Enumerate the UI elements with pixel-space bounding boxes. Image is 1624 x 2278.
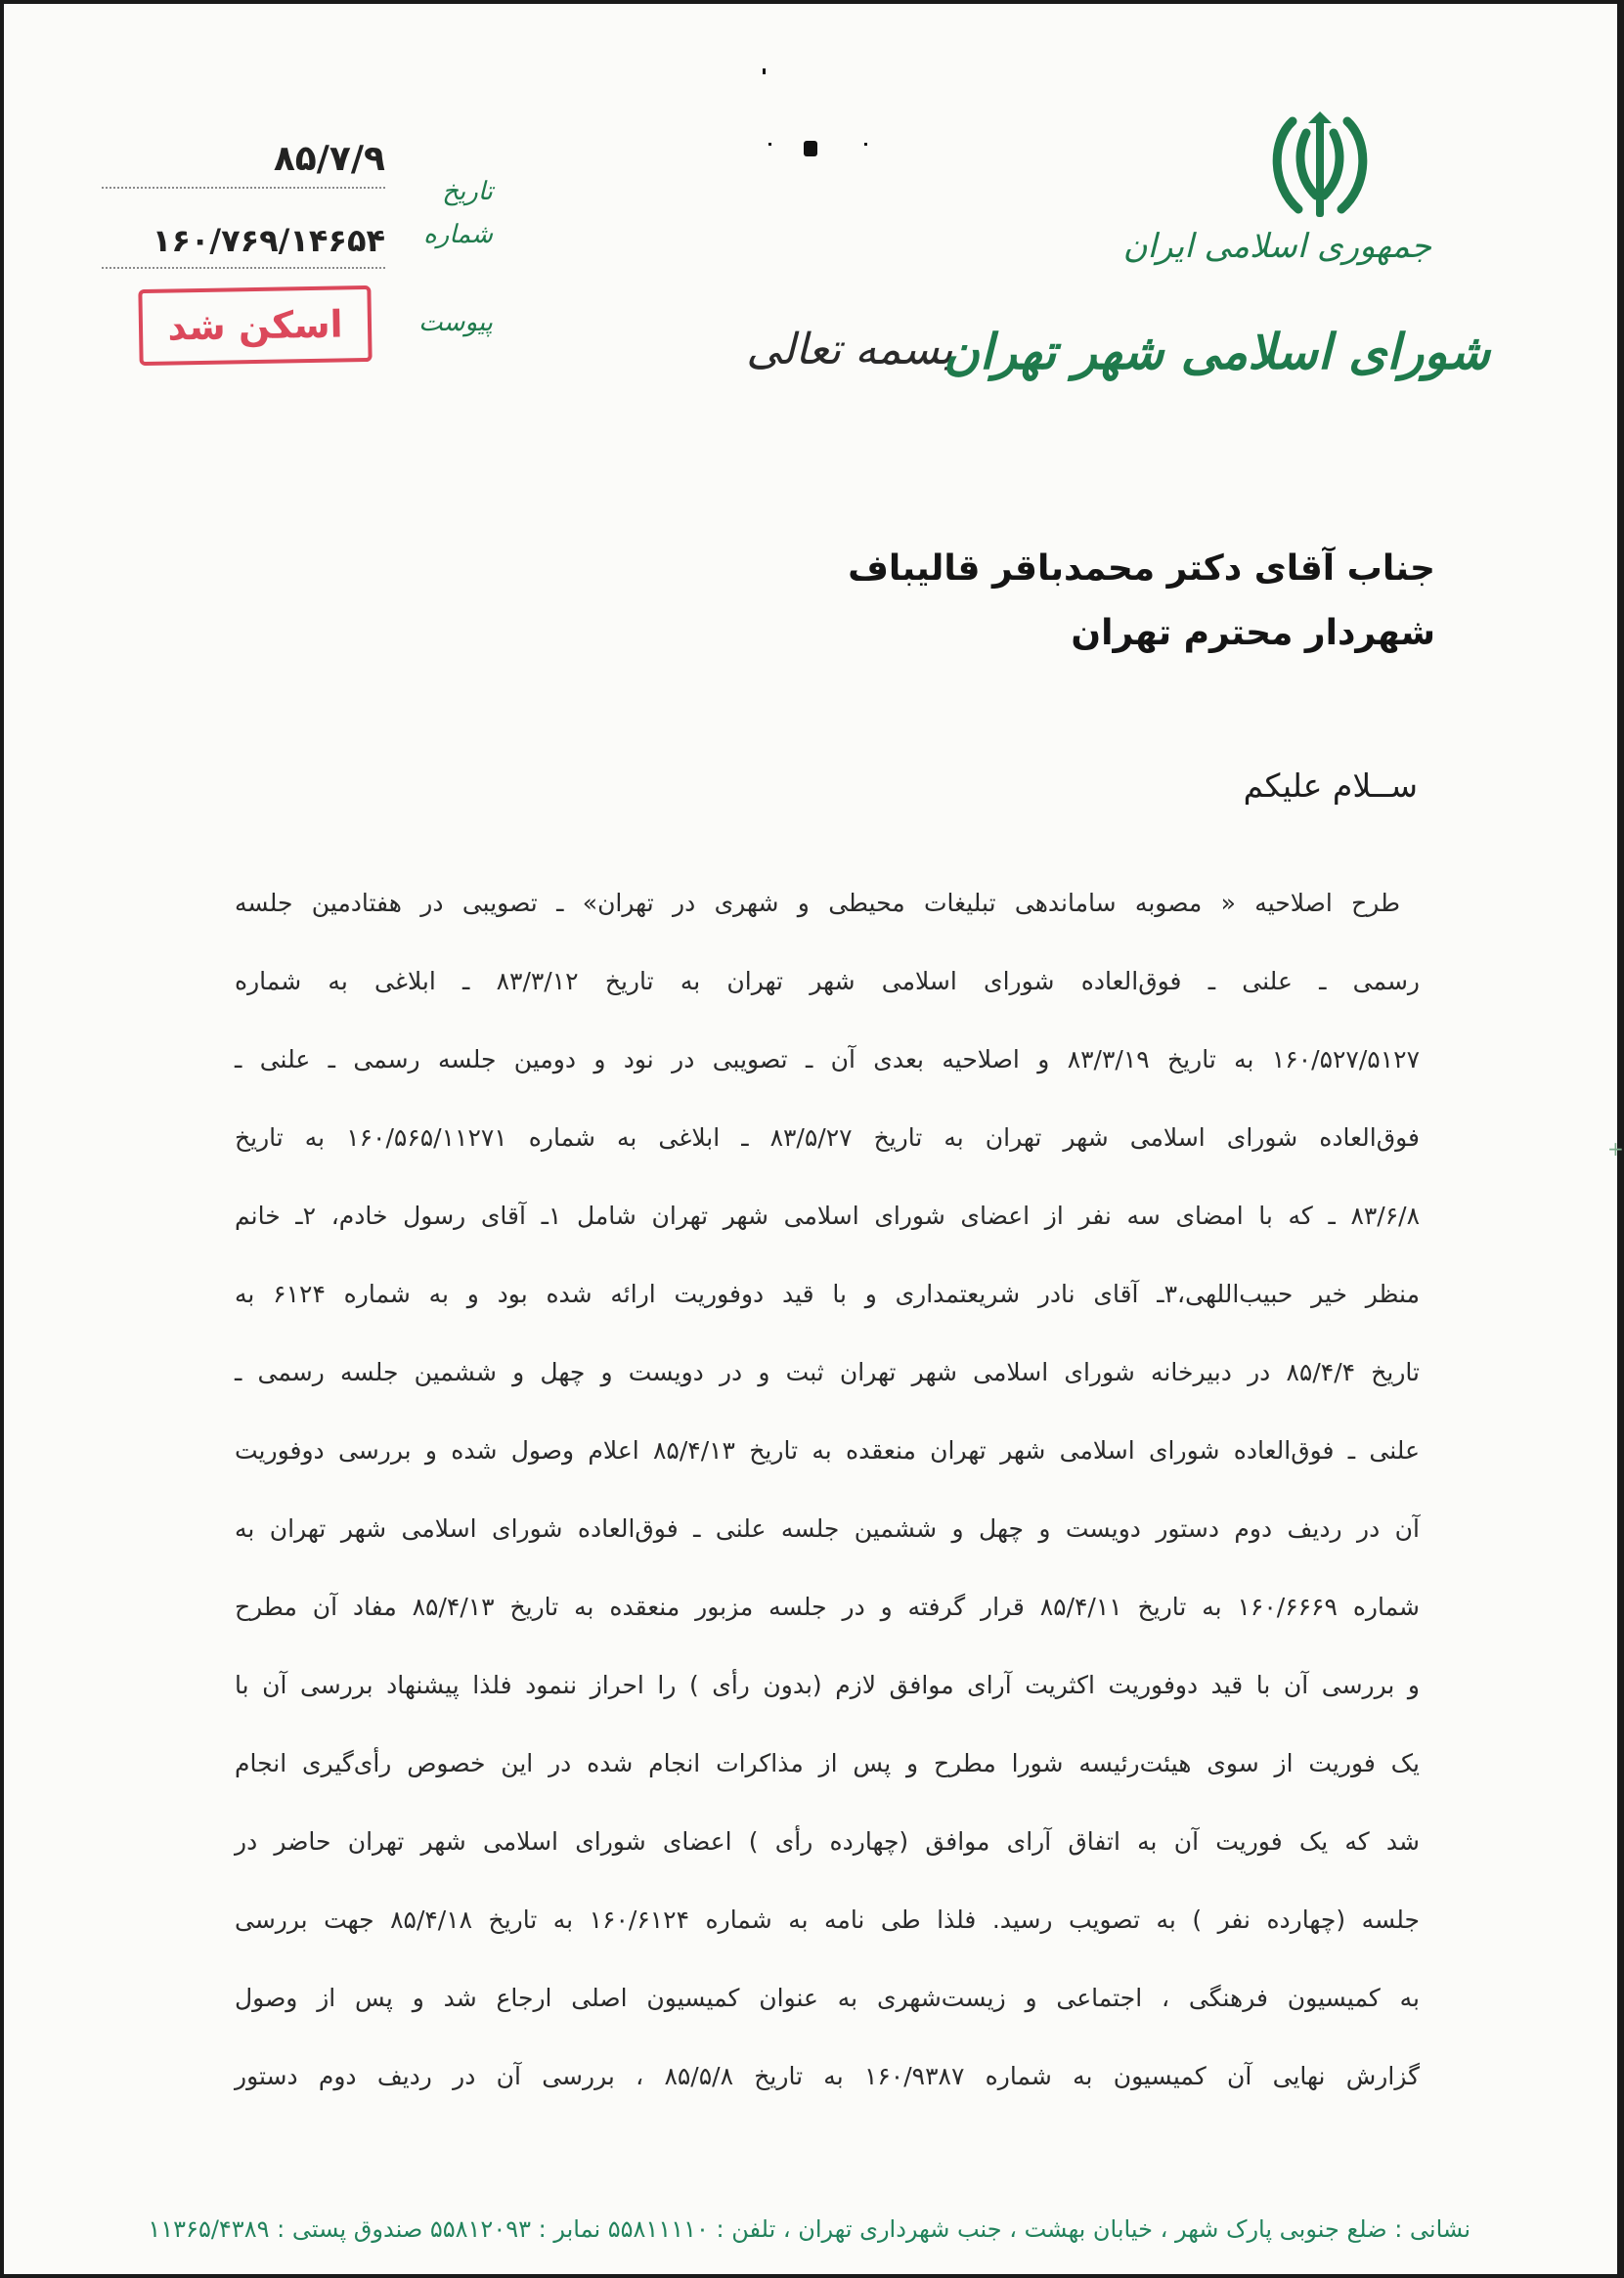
invocation: بسمه تعالی: [746, 325, 953, 374]
ink-speck: [864, 143, 867, 146]
body-line: گزارش نهایی آن کمیسیون به شماره ۱۶۰/۹۳۸۷ به تاریخ ۸۵/۵/۸ ، بررسی آن در ردیف دوم دستور: [235, 2062, 1421, 2090]
body-line: رسمی ـ علنی ـ فوق‌العاده شورای اسلامی شهر تهران به تاریخ ۸۳/۳/۱۲ ـ ابلاغی به شماره: [235, 967, 1420, 995]
letter-body: [235, 876, 1420, 2127]
number-label: شماره: [423, 220, 493, 249]
scan-stamp: اسکن شد: [138, 285, 372, 366]
body-line: یک فوریت از سوی هیئت‌رئیسه شورا مطرح و پس از مذاکرات انجام شده در این خصوص رأی‌گیری انجام: [235, 1749, 1420, 1777]
edge-mark: +: [1607, 1137, 1624, 1161]
letter-page: [4, 4, 1624, 2274]
ink-speck: [763, 68, 766, 74]
iran-emblem-icon: [1259, 108, 1381, 229]
ink-speck: [768, 143, 771, 146]
body-line: ۱۶۰/۵۲۷/۵۱۲۷ به تاریخ ۸۳/۳/۱۹ و اصلاحیه بعدی آن ـ تصویبی در نود و دومین جلسه رسمی ـ علنی ـ: [235, 1045, 1420, 1073]
attachment-label: پیوست: [418, 308, 493, 337]
address-footer: نشانی : ضلع جنوبی پارک شهر ، خیابان بهشت ، جنب شهرداری تهران ، تلفن : ۵۵۸۱۱۱۱۰ نمابر : ۵۵۸۱۲۰۹۳ صندوق پستی : ۱۱۳۶۵/۴۳۸۹: [148, 2215, 1470, 2243]
reference-block: [102, 139, 385, 269]
body-line: منظر خیر حبیب‌اللهی،۳ـ آقای نادر شریعتمداری و با قید دوفوریت ارائه شده بود و به شماره ۶۱۲۴ به: [235, 1280, 1420, 1308]
ink-speck: [804, 141, 817, 156]
recipient-title: شهردار محترم تهران: [1071, 613, 1435, 653]
body-line: شد که یک فوریت آن به اتفاق آرای موافق (چهارده رأی ) اعضای شورای اسلامی شهر تهران حاضر در: [235, 1827, 1420, 1856]
body-line: به کمیسیون فرهنگی ، اجتماعی و زیست‌شهری به عنوان کمیسیون اصلی ارجاع شد و پس از وصول: [235, 1984, 1420, 2012]
letter-date: ۸۵/۷/۹: [273, 139, 385, 179]
body-line: علنی ـ فوق‌العاده شورای اسلامی شهر تهران منعقده به تاریخ ۸۵/۴/۱۳ اعلام وصول شده و بررسی دوفوریت: [235, 1436, 1420, 1465]
body-line: آن در ردیف دوم دستور دویست و چهل و ششمین جلسه علنی ـ فوق‌العاده شورای اسلامی شهر تهران به: [235, 1514, 1420, 1543]
body-line: تاریخ ۸۵/۴/۴ در دبیرخانه شورای اسلامی شهر تهران ثبت و در دویست و چهل و ششمین جلسه رسمی ـ: [235, 1358, 1420, 1386]
greeting: ســلام علیکم: [1243, 767, 1418, 805]
body-line: طرح اصلاحیه « مصوبه ساماندهی تبلیغات محیطی و شهری در تهران» ـ تصویبی در هفتادمین جلسه: [235, 889, 1400, 917]
body-line: و بررسی آن با قید دوفوریت اکثریت آرای موافق لازم (بدون رأی ) را احراز ننمود فلذا پیشنهاد بررسی آن با: [235, 1671, 1420, 1699]
council-title: شورای اسلامی شهر تهران: [944, 323, 1490, 380]
body-line: جلسه (چهارده نفر ) به تصویب رسید. فلذا طی نامه به شماره ۱۶۰/۶۱۲۴ به تاریخ ۸۵/۴/۱۸ جهت بررسی: [235, 1906, 1421, 1934]
republic-title: جمهوری اسلامی ایران: [1122, 227, 1431, 266]
body-line: ۸۳/۶/۸ ـ که با امضای سه نفر از اعضای شورای اسلامی شهر تهران شامل ۱ـ آقای رسول خادم، ۲ـ خانم: [235, 1202, 1420, 1230]
dotted-divider: [102, 267, 385, 269]
recipient-name: جناب آقای دکتر محمدباقر قالیباف: [848, 548, 1435, 589]
date-label: تاریخ: [442, 177, 493, 206]
letter-number: ۱۶۰/۷۶۹/۱۴۶۵۴: [152, 222, 385, 259]
body-line: فوق‌العاده شورای اسلامی شهر تهران به تاریخ ۸۳/۵/۲۷ ـ ابلاغی به شماره ۱۶۰/۵۶۵/۱۱۲۷۱ به تاریخ: [235, 1123, 1420, 1152]
dotted-divider: [102, 187, 385, 189]
reference-labels: [395, 170, 493, 344]
body-line: شماره ۱۶۰/۶۶۶۹ به تاریخ ۸۵/۴/۱۱ قرار گرفته و در جلسه مزبور منعقده به تاریخ ۸۵/۴/۱۳ مفاد آن مطرح: [235, 1593, 1421, 1621]
recipient-block: [708, 537, 1435, 666]
